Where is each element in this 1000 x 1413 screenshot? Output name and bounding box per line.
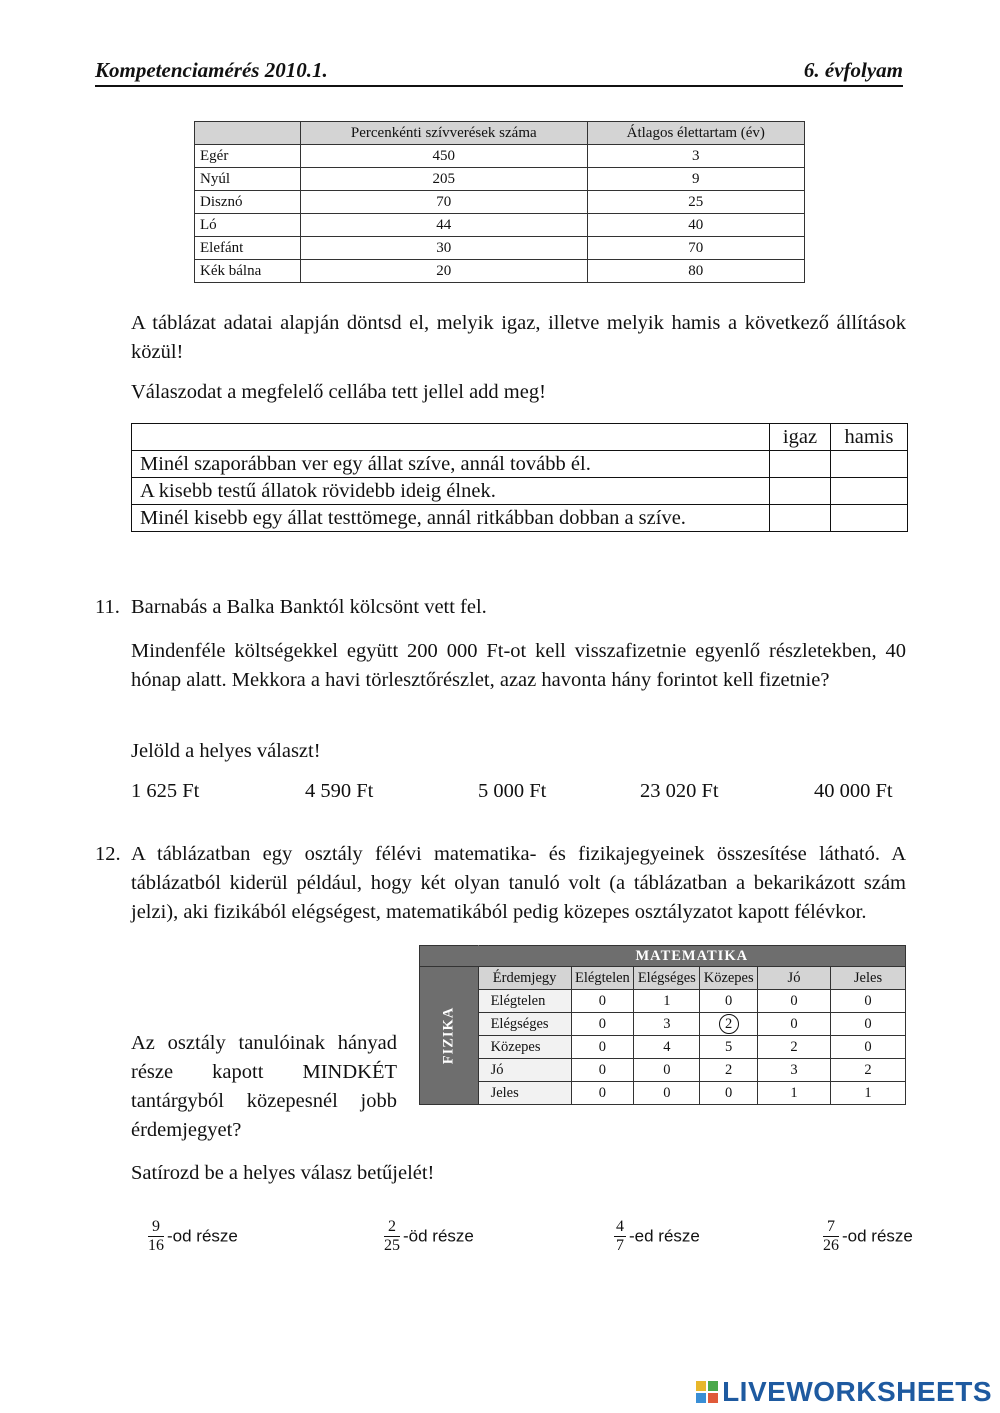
lifespan-value: 80	[587, 260, 804, 283]
false-column-header: hamis	[831, 424, 908, 451]
heartbeat-value: 30	[301, 237, 588, 260]
lifespan-value: 9	[587, 168, 804, 191]
numerator: 4	[616, 1218, 624, 1235]
table-row	[420, 1013, 906, 1036]
false-answer-cell[interactable]	[831, 451, 908, 478]
circled-value: 2	[719, 1014, 739, 1034]
table-cell: 0	[571, 1036, 634, 1059]
logo-square	[696, 1381, 706, 1391]
lifespan-value: 3	[587, 145, 804, 168]
answer-option[interactable]: 1 625 Ft	[131, 780, 200, 802]
fraction-answer[interactable]	[823, 1218, 913, 1255]
table-cell: 0	[700, 990, 758, 1013]
table-cell: 4	[634, 1036, 700, 1059]
heartbeat-value: 450	[301, 145, 588, 168]
logo-square	[708, 1393, 718, 1403]
table-header-cell: Percenkénti szívverések száma	[301, 122, 588, 145]
table-cell: 2	[831, 1059, 906, 1082]
fraction-suffix: -öd része	[403, 1226, 474, 1246]
table-header-cell: Jó	[758, 967, 831, 990]
table-header-cell: Közepes	[700, 967, 758, 990]
table-row	[420, 1059, 906, 1082]
numerator: 9	[148, 1218, 164, 1237]
statement-row	[132, 505, 908, 532]
table-header-cell: Elégséges	[634, 967, 700, 990]
table-header-row	[420, 967, 906, 990]
row-label: Jó	[478, 1059, 571, 1082]
table-row	[195, 145, 805, 168]
table-header-cell: Jeles	[831, 967, 906, 990]
logo-icon	[696, 1381, 718, 1403]
empty-corner-cell	[420, 946, 479, 967]
animal-name: Disznó	[195, 191, 301, 214]
lifespan-value: 70	[587, 237, 804, 260]
true-answer-cell[interactable]	[770, 505, 831, 532]
logo-text: LIVEWORKSHEETS	[722, 1376, 992, 1407]
physics-label-cell	[420, 967, 479, 1105]
numerator: 2	[384, 1218, 400, 1237]
table-cell: 1	[758, 1082, 831, 1105]
table-cell: 1	[634, 990, 700, 1013]
fraction	[823, 1218, 839, 1255]
fraction	[384, 1218, 400, 1255]
header-grade: 6. évfolyam	[803, 58, 903, 82]
statement-text: A kisebb testű állatok rövidebb ideig élnek.	[132, 478, 770, 505]
empty-header-cell	[132, 424, 770, 451]
true-false-table	[131, 423, 908, 532]
table-header-cell: Elégtelen	[571, 967, 634, 990]
heartbeat-value: 20	[301, 260, 588, 283]
q12-text: A táblázatban egy osztály félévi matematika- és fizikajegyeinek összesítése látható. A táblázatból kiderül például, hogy két olyan tanuló volt (a táblázatban a bekarikázott szám jelzi), aki fizikából elégségest, matematikából pedig közepes osztályzatot kapott félévkor.	[131, 843, 906, 923]
logo-square	[696, 1393, 706, 1403]
lifespan-value: 40	[587, 214, 804, 237]
denominator: 25	[384, 1237, 400, 1254]
table-cell: 0	[831, 1013, 906, 1036]
table-row	[195, 191, 805, 214]
table-row	[420, 1082, 906, 1105]
false-answer-cell[interactable]	[831, 505, 908, 532]
table-cell: 0	[634, 1059, 700, 1082]
table-row	[195, 260, 805, 283]
denominator: 16	[148, 1237, 164, 1254]
table-cell: 1	[831, 1082, 906, 1105]
animal-name: Egér	[195, 145, 301, 168]
denominator: 7	[616, 1237, 624, 1254]
heartbeat-value: 70	[301, 191, 588, 214]
table-cell: 0	[571, 1013, 634, 1036]
row-label: Elégséges	[478, 1013, 571, 1036]
answer-option[interactable]: 23 020 Ft	[640, 780, 719, 802]
table-cell: 0	[831, 1036, 906, 1059]
q12-number: 12.	[95, 843, 121, 865]
table-row	[420, 1036, 906, 1059]
animal-name: Nyúl	[195, 168, 301, 191]
physics-label: FIZIKA	[440, 1006, 457, 1065]
table-header-row	[132, 424, 908, 451]
q10-instruction: A táblázat adatai alapján döntsd el, melyik igaz, illetve melyik hamis a következő állítások közül!	[131, 312, 906, 363]
fraction-answer[interactable]	[384, 1218, 474, 1255]
denominator: 26	[823, 1237, 839, 1254]
animal-name: Kék bálna	[195, 260, 301, 283]
header-divider	[95, 85, 903, 87]
row-label: Közepes	[478, 1036, 571, 1059]
table-cell: 3	[758, 1059, 831, 1082]
fraction-suffix: -od része	[167, 1226, 238, 1246]
q12-instruction: Satírozd be a helyes válasz betűjelét!	[131, 1162, 435, 1184]
table-header-row	[195, 122, 805, 145]
math-label: MATEMATIKA	[478, 946, 905, 967]
grades-table	[419, 945, 906, 1105]
table-cell-circled	[700, 1013, 758, 1036]
table-cell: 0	[571, 990, 634, 1013]
animal-name: Elefánt	[195, 237, 301, 260]
heartbeat-value: 44	[301, 214, 588, 237]
q11-number: 11.	[95, 596, 120, 618]
true-answer-cell[interactable]	[770, 478, 831, 505]
answer-option[interactable]: 40 000 Ft	[814, 780, 893, 802]
table-cell: 2	[758, 1036, 831, 1059]
statement-text: Minél kisebb egy állat testtömege, annál ritkábban dobban a szíve.	[132, 505, 770, 532]
table-cell: 0	[571, 1059, 634, 1082]
table-header-cell	[195, 122, 301, 145]
statement-row	[132, 451, 908, 478]
true-answer-cell[interactable]	[770, 451, 831, 478]
fraction-suffix: -od része	[842, 1226, 913, 1246]
table-cell: 0	[758, 990, 831, 1013]
row-label: Elégtelen	[478, 990, 571, 1013]
table-cell: 0	[571, 1082, 634, 1105]
table-row	[195, 214, 805, 237]
fraction-suffix: -ed része	[629, 1226, 700, 1246]
table-cell: 0	[700, 1082, 758, 1105]
table-cell: 0	[758, 1013, 831, 1036]
lifespan-value: 25	[587, 191, 804, 214]
q11-instruction: Jelöld a helyes választ!	[131, 740, 321, 762]
q11-title: Barnabás a Balka Banktól kölcsönt vett fel.	[131, 596, 487, 618]
statement-text: Minél szaporábban ver egy állat szíve, annál tovább él.	[132, 451, 770, 478]
heartbeat-value: 205	[301, 168, 588, 191]
row-label: Jeles	[478, 1082, 571, 1105]
false-answer-cell[interactable]	[831, 478, 908, 505]
table-title-row	[420, 946, 906, 967]
table-cell: 2	[700, 1059, 758, 1082]
heartbeat-table	[194, 121, 805, 283]
numerator: 7	[823, 1218, 839, 1237]
table-row	[195, 168, 805, 191]
animal-name: Ló	[195, 214, 301, 237]
statement-row	[132, 478, 908, 505]
true-column-header: igaz	[770, 424, 831, 451]
liveworksheets-logo[interactable]	[696, 1376, 992, 1408]
header-title: Kompetenciamérés 2010.1.	[95, 58, 328, 82]
q12-question: Az osztály tanulóinak hányad része kapott MINDKÉT tantárgyból közepesnél jobb érdemjegyet?	[131, 1032, 397, 1141]
fraction-answer[interactable]	[614, 1218, 700, 1255]
answer-option[interactable]: 5 000 Ft	[478, 780, 547, 802]
table-cell: 3	[634, 1013, 700, 1036]
table-row	[420, 990, 906, 1013]
fraction-answer[interactable]	[148, 1218, 238, 1255]
q10-answer-hint: Válaszodat a megfelelő cellába tett jellel add meg!	[131, 381, 546, 403]
table-header-cell: Átlagos élettartam (év)	[587, 122, 804, 145]
logo-square	[708, 1381, 718, 1391]
table-header-cell: Érdemjegy	[478, 967, 571, 990]
q11-text: Mindenféle költségekkel együtt 200 000 Ft-ot kell visszafizetnie egyenlő részletekben, 40 hónap alatt. Mekkora a havi törlesztőrészlet, azaz havonta hány forintot kell fizetnie?	[131, 640, 906, 691]
answer-option[interactable]: 4 590 Ft	[305, 780, 374, 802]
table-cell: 0	[831, 990, 906, 1013]
fraction	[148, 1218, 164, 1255]
table-cell: 5	[700, 1036, 758, 1059]
table-row	[195, 237, 805, 260]
fraction	[614, 1218, 626, 1255]
table-cell: 0	[634, 1082, 700, 1105]
